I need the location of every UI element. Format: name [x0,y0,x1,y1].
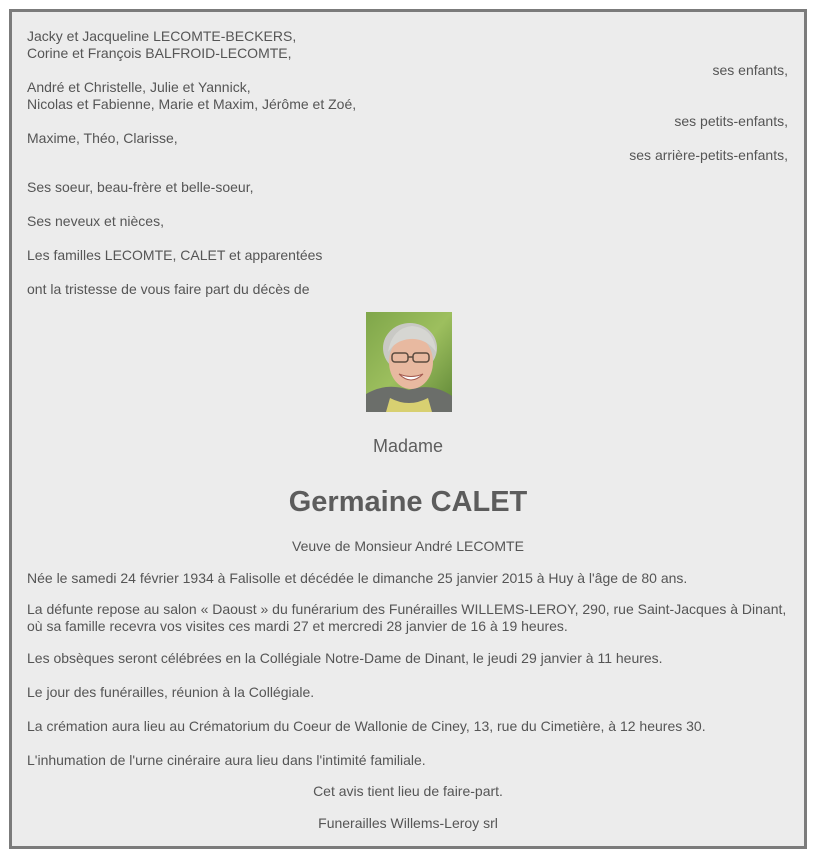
ceremony-paragraph: Les obsèques seront célébrées en la Collégiale Notre-Dame de Dinant, le jeudi 29 janvier à 11 heures. [27,650,663,666]
children-label: ses enfants, [712,62,788,78]
announcement-line: ont la tristesse de vous faire part du décès de [27,281,310,297]
inhumation-paragraph: L'inhumation de l'urne cinéraire aura lieu dans l'intimité familiale. [27,752,426,768]
great-grandchildren-line: Maxime, Théo, Clarisse, [27,130,178,146]
children-line-1: Jacky et Jacqueline LECOMTE-BECKERS, [27,28,297,44]
deceased-title: Madame [372,436,444,456]
grandchildren-line-1: André et Christelle, Julie et Yannick, [27,79,251,95]
obituary-card [9,9,807,849]
meeting-paragraph: Le jour des funérailles, réunion à la Collégiale. [27,684,315,700]
portrait-photo [366,312,452,412]
families-line: Les familles LECOMTE, CALET et apparentées [27,247,323,263]
deceased-name: Germaine CALET [288,486,528,518]
widow-of-line: Veuve de Monsieur André LECOMTE [292,538,524,554]
children-line-2: Corine et François BALFROID-LECOMTE, [27,45,292,61]
visitation-paragraph: La défunte repose au salon « Daoust » du funérarium des Funérailles WILLEMS-LEROY, 290, rue Saint-Jacques à Dinant, où sa famille recevra vos visites ces mardi 27 et mercredi 28 janvier de 16 à 19 heures. [27,601,787,634]
nephews-line: Ses neveux et nièces, [27,213,164,229]
grandchildren-line-2: Nicolas et Fabienne, Marie et Maxim, Jérôme et Zoé, [27,96,357,112]
siblings-line: Ses soeur, beau-frère et belle-soeur, [27,179,254,195]
birth-death-paragraph: Née le samedi 24 février 1934 à Falisolle et décédée le dimanche 25 janvier 2015 à Huy à l'âge de 80 ans. [27,570,688,586]
notice-line: Cet avis tient lieu de faire-part. [313,783,503,799]
cremation-paragraph: La crémation aura lieu au Crématorium du Coeur de Wallonie de Ciney, 13, rue du Cimetière, à 12 heures 30. [27,718,706,734]
funeral-home-line: Funerailles Willems-Leroy srl [318,815,498,831]
great-grandchildren-label: ses arrière-petits-enfants, [629,147,788,163]
grandchildren-label: ses petits-enfants, [674,113,788,129]
